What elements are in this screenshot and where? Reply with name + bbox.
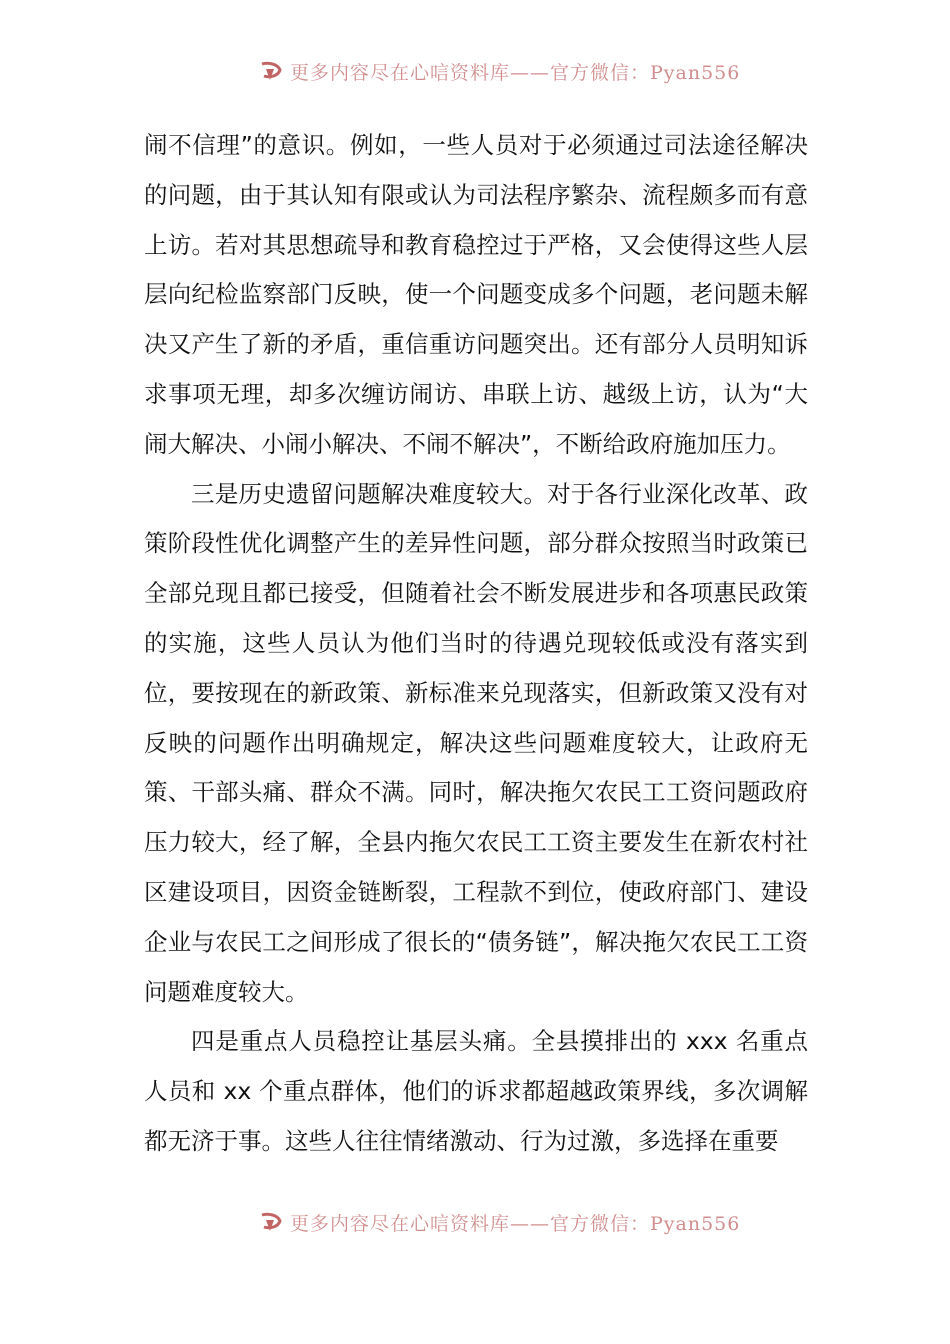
document-body [144,121,808,1167]
watermark-header [258,58,740,84]
paragraph: 闹不信理”的意识。例如，一些人员对于必须通过司法途径解决的问题，由于其认知有限或认为司法程序繁杂、流程颇多而有意上访。若对其思想疏导和教育稳控过于严格，又会使得这些人层层向纪检监察部门反映，使一个问题变成多个问题，老问题未解决又产生了新的矛盾，重信重访问题突出。还有部分人员明知诉求事项无理，却多次缠访闹访、串联上访、越级上访，认为“大闹大解决、小闹小解决、不闹不解决”，不断给政府施加压力。 [144,131,808,458]
logo-icon [258,1211,284,1233]
watermark-footer [258,1209,740,1235]
paragraph: 三是历史遗留问题解决难度较大。对于各行业深化改革、政策阶段性优化调整产生的差异性问题，部分群众按照当时政策已全部兑现且都已接受，但随着社会不断发展进步和各项惠民政策的实施，这些人员认为他们当时的待遇兑现较低或没有落实到位，要按现在的新政策、新标准来兑现落实，但新政策又没有对反映的问题作出明确规定，解决这些问题难度较大，让政府无策、干部头痛、群众不满。同时，解决拖欠农民工工资问题政府压力较大，经了解，全县内拖欠农民工工资主要发生在新农村社区建设项目，因资金链断裂，工程款不到位，使政府部门、建设企业与农民工之间形成了很长的“债务链”，解决拖欠农民工工资问题难度较大。 [144,479,808,1006]
paragraph: 四是重点人员稳控让基层头痛。全县摸排出的 xxx 名重点人员和 xx 个重点群体，他们的诉求都超越政策界线，多次调解都无济于事。这些人往往情绪激动、行为过激，多选择在重要 [144,1027,808,1155]
watermark-text: 更多内容尽在心唁资料库——官方微信：Pyan556 [290,1212,741,1235]
logo-icon [258,60,284,82]
watermark-text: 更多内容尽在心唁资料库——官方微信：Pyan556 [290,61,741,84]
